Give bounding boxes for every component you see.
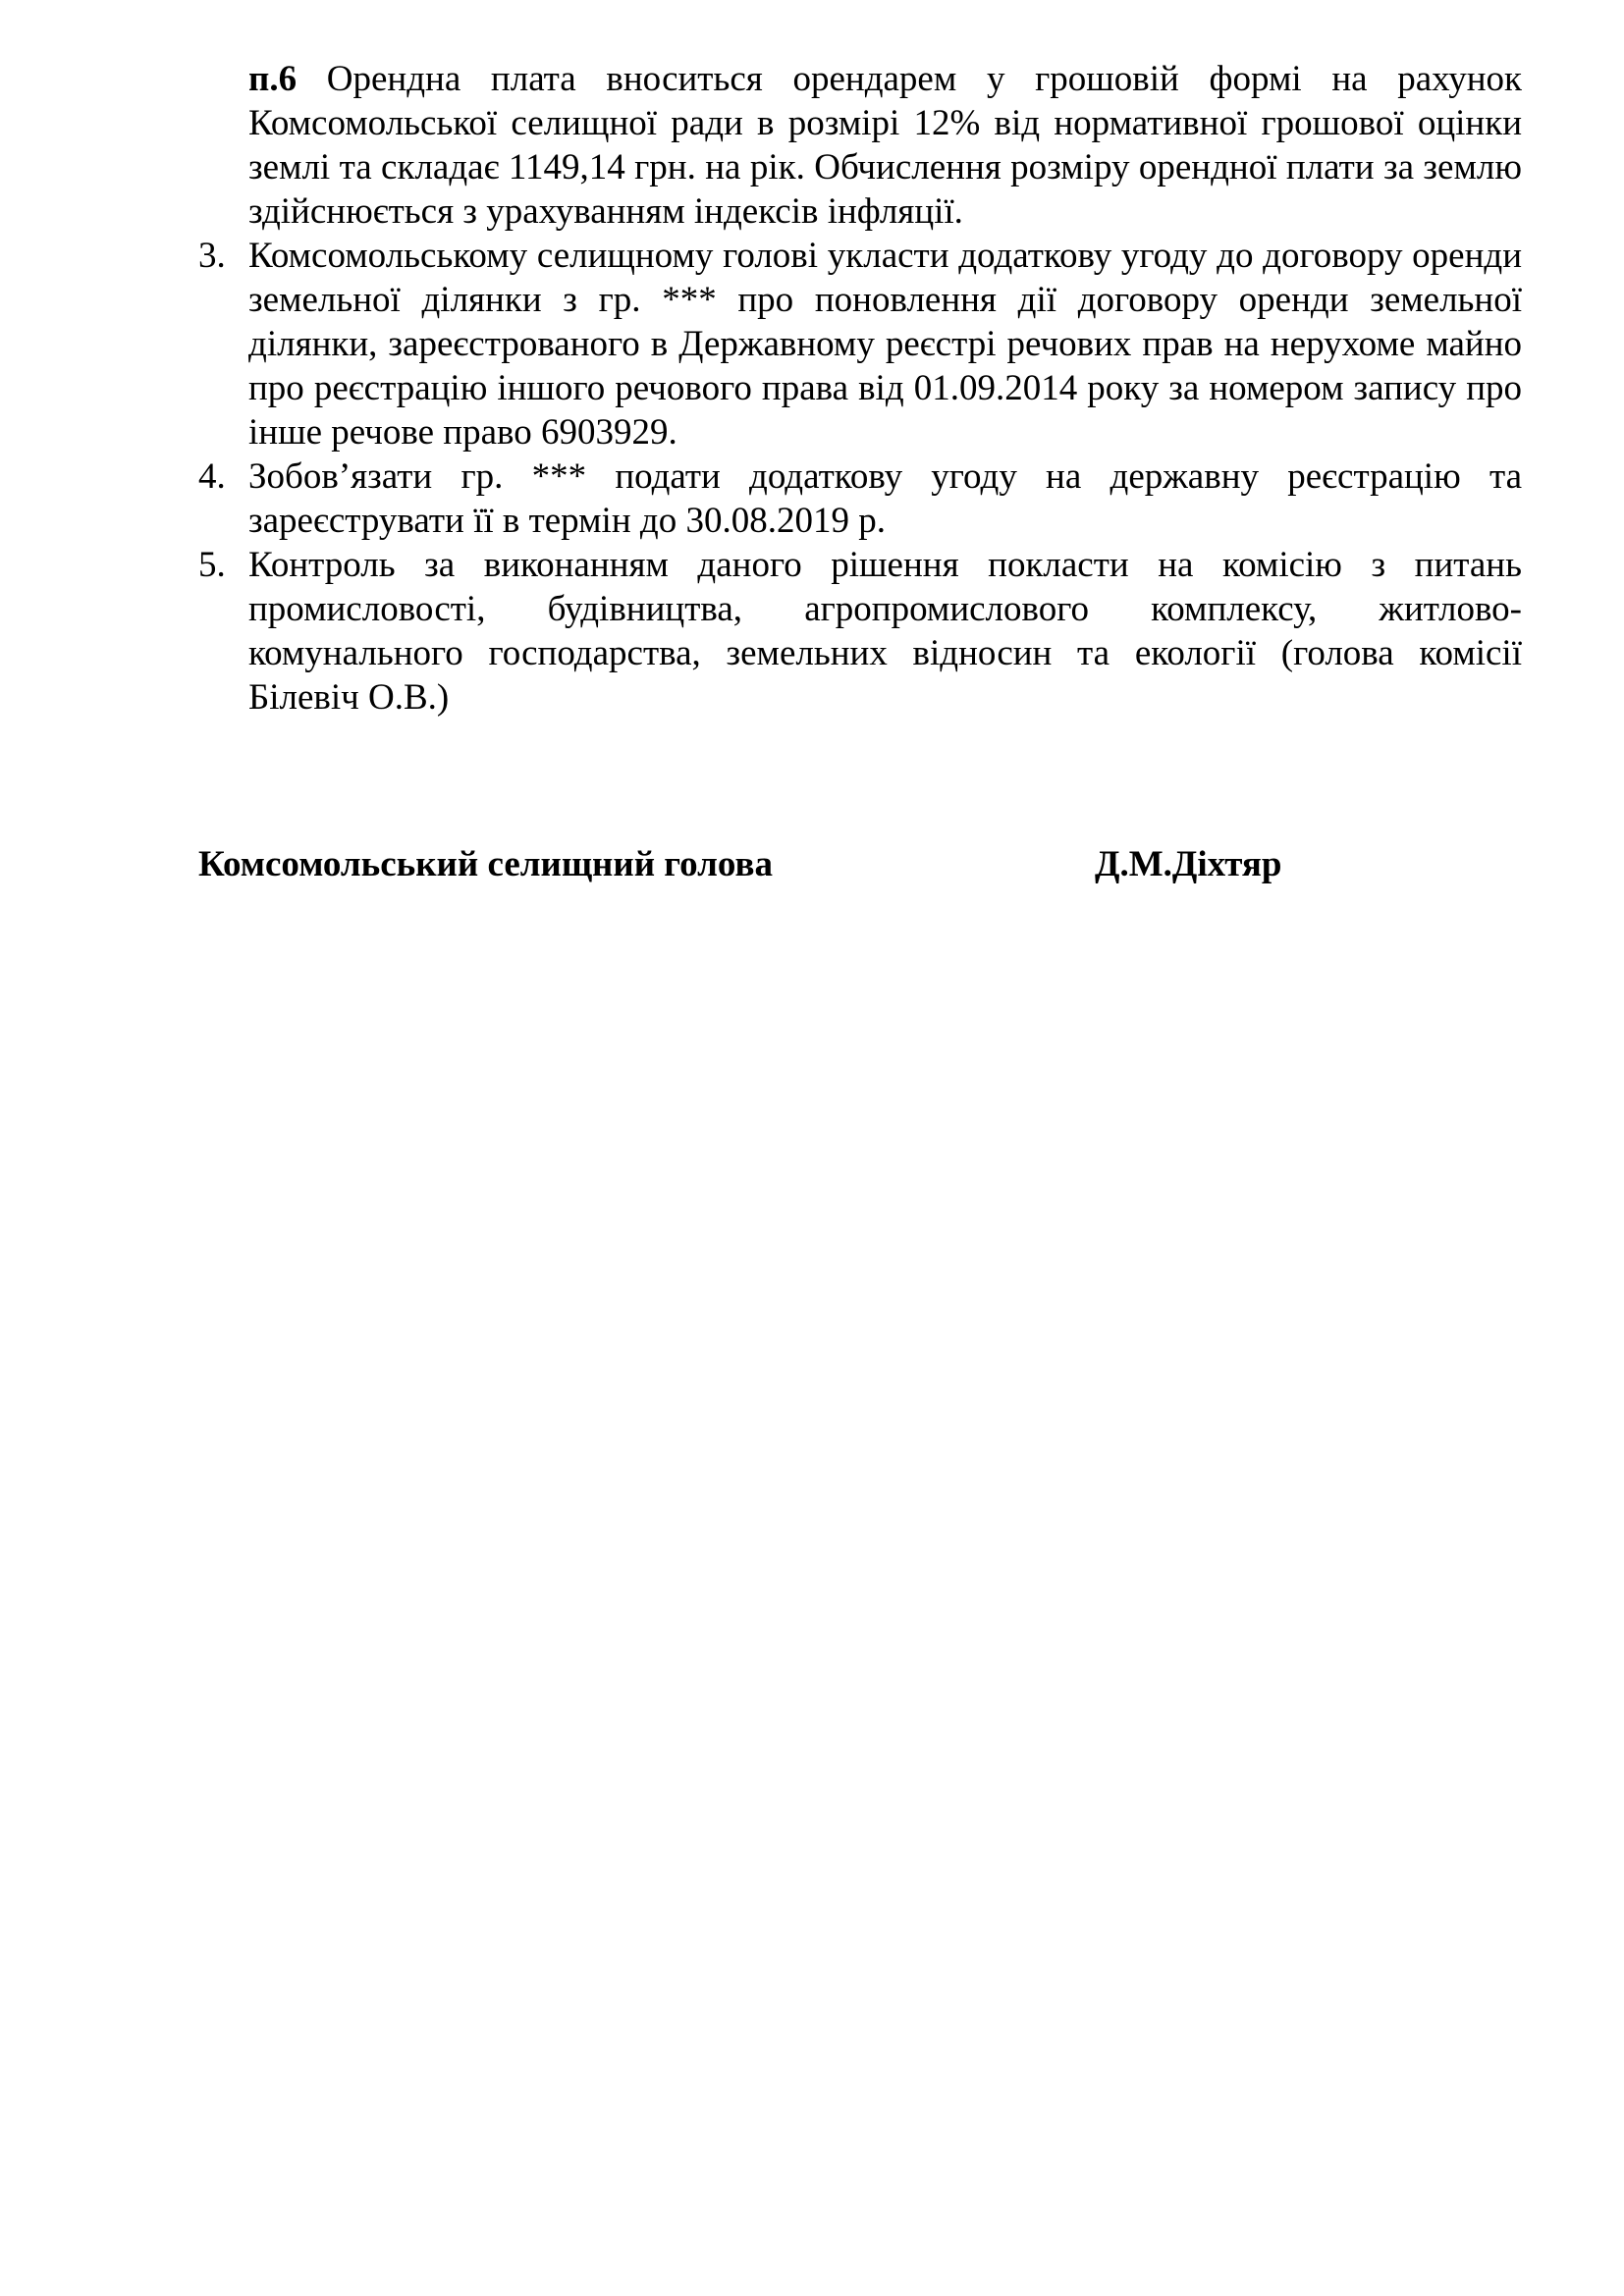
paragraph-lead: п.6 — [248, 59, 298, 99]
list-item-3 — [198, 234, 1522, 454]
paragraph-text: Орендна плата вноситься орендарем у грошовій формі на рахунок Комсомольської селищної ради в розмірі 12% від нормативної грошової оцінки землі та складає 1149,14 грн. на рік. Обчислення розміру орендної плати за землю здійснюється з урахуванням індексів інфляції. — [248, 59, 1523, 232]
signature-name: Д.М.Діхтяр — [1095, 844, 1282, 884]
paragraph-p6 — [248, 57, 1522, 234]
list-item-number: 5. — [198, 545, 226, 585]
list-item-text: Комсомольському селищному голові укласти додаткову угоду до договору оренди земельної ділянки з гр. *** про поновлення дії договору оренди земельної ділянки, зареєстрованого в Державному реєстрі речових прав на нерухоме майно про реєстрацію іншого речового права від 01.09.2014 року за номером запису про інше речове право 6903929. — [248, 236, 1522, 453]
list-item-5 — [198, 543, 1522, 720]
list-item-text: Контроль за виконанням даного рішення покласти на комісію з питань промисловості, будівництва, агропромислового комплексу, житлово-комунального господарства, земельних відносин та екології (голова комісії Білевіч О.В.) — [248, 545, 1522, 718]
list-item-text: Зобов’язати гр. *** подати додаткову угоду на державну реєстрацію та зареєструвати її в термін до 30.08.2019 р. — [248, 456, 1522, 541]
signature-title: Комсомольський селищний голова — [198, 844, 773, 884]
list-item-4 — [198, 454, 1522, 543]
list-item-number: 4. — [198, 456, 226, 497]
document-body — [198, 57, 1522, 720]
list-item-number: 3. — [198, 236, 226, 276]
